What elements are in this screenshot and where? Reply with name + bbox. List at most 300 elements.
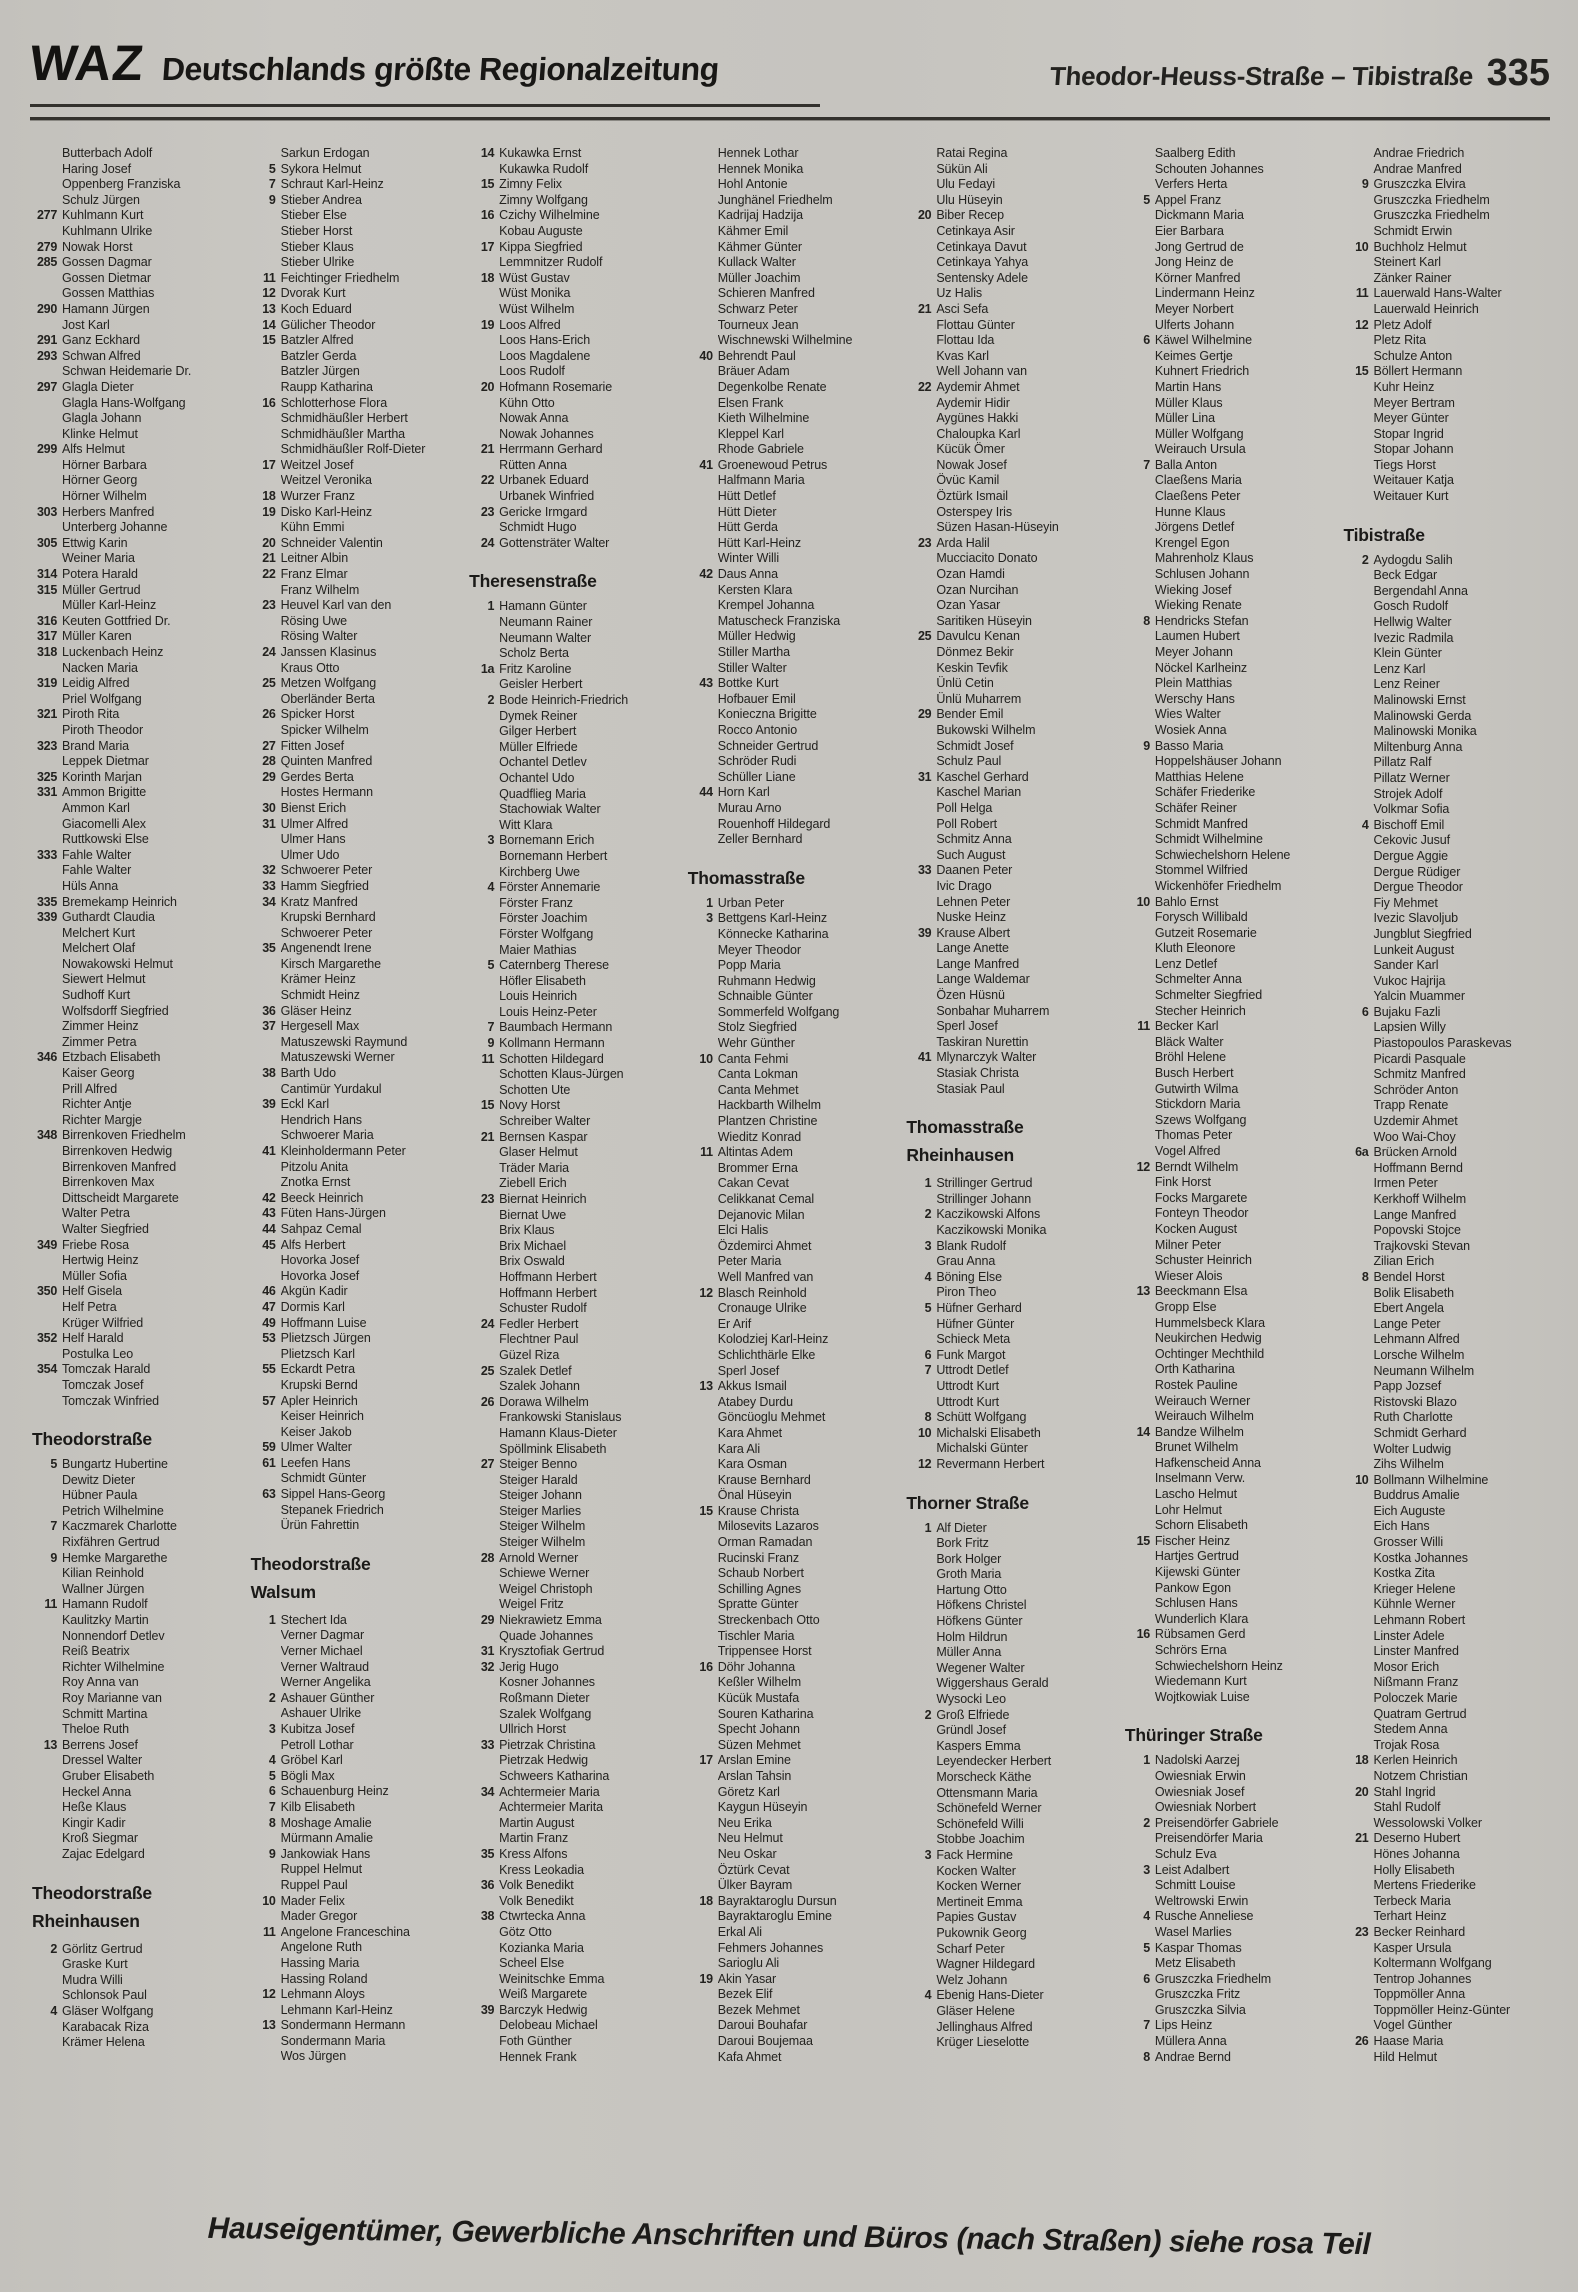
house-number [686,286,718,302]
resident-name: Fahle Walter [62,863,132,878]
house-number [686,1956,718,1972]
resident-name: Özdemirci Ahmet [717,1238,812,1253]
directory-entry [467,427,676,443]
directory-entry [467,146,676,162]
resident-name: Sahpaz Cemal [280,1221,362,1236]
house-number [1341,1301,1373,1317]
resident-name: Saritiken Hüseyin [936,613,1032,628]
resident-name: Kobau Auguste [499,223,583,238]
directory-entry [467,943,676,959]
resident-name: Weiner Maria [62,551,135,566]
directory-entry [467,1379,676,1395]
directory-entry [686,1613,895,1629]
house-number [30,941,62,957]
directory-entry [30,333,239,349]
resident-name: Rouenhoff Hildegard [717,816,831,831]
resident-name: Witt Klara [499,817,553,832]
directory-entry [249,302,458,318]
resident-name: Malinowski Monika [1373,724,1477,739]
directory-entry [1341,1582,1550,1598]
house-number [30,598,62,614]
house-number [1341,1348,1373,1364]
directory-entry [1123,895,1332,911]
directory-entry [249,754,458,770]
house-number [30,1722,62,1738]
house-number [686,146,718,162]
directory-entry [1123,396,1332,412]
house-number [904,1973,936,1989]
resident-name: Gropp Else [1154,1299,1217,1314]
directory-entry [30,1722,239,1738]
resident-name: Cekovic Jusuf [1373,833,1450,848]
resident-name: Sudhoff Kurt [62,988,131,1003]
directory-entry [1341,896,1550,912]
house-number [1123,1378,1155,1394]
resident-name: Lips Heinz [1154,2018,1213,2033]
resident-name: Canta Fehmi [717,1051,789,1066]
directory-entry [249,380,458,396]
house-number: 29 [918,707,932,722]
resident-name: Fiy Mehmet [1373,895,1438,910]
directory-entry [467,1675,676,1691]
house-number [1123,879,1155,895]
resident-name: Schwiechelshorn Heinz [1154,1658,1283,1673]
directory-entry [467,1644,676,1660]
house-number [1341,1036,1373,1052]
resident-name: Wüst Gustav [499,270,570,285]
directory-entry [1341,1753,1550,1769]
resident-name: Sykora Helmut [280,161,362,176]
resident-name: Loos Alfred [499,317,561,332]
resident-name: Weitauer Katja [1373,473,1454,488]
resident-name: Sondermann Hermann [280,2018,406,2033]
directory-entry [1123,162,1332,178]
house-number: 349 [37,1237,57,1252]
directory-entry [249,1987,458,2003]
resident-name: Hoffmann Herbert [499,1285,597,1300]
resident-name: Zimmer Heinz [62,1019,139,1034]
resident-name: Becker Karl [1154,1019,1219,1034]
resident-name: Kara Ahmet [717,1425,783,1440]
directory-entry [686,1660,895,1676]
house-number [1123,1035,1155,1051]
directory-entry [1123,2018,1332,2034]
directory-entry [467,1364,676,1380]
resident-name: Ruttkowski Else [62,832,149,847]
directory-entry [249,567,458,583]
resident-name: Kaczikowski Monika [936,1223,1047,1237]
resident-name: Eier Barbara [1154,223,1224,238]
directory-entry [30,1551,239,1567]
directory-entry [904,1942,1113,1958]
directory-entry [249,1019,458,1035]
resident-name: Kaygun Hüseyin [717,1800,808,1815]
directory-entry [686,614,895,630]
house-number: 6 [924,1347,932,1362]
resident-name: Appel Franz [1154,192,1222,207]
directory-entry [686,989,895,1005]
house-number: 22 [918,379,932,394]
directory-entry [686,896,895,912]
house-number [249,910,281,926]
resident-name: Ruppel Paul [280,1877,348,1892]
house-number [1341,646,1373,662]
resident-name: Kroß Siegmar [62,1831,138,1846]
directory-entry [30,661,239,677]
directory-entry [1123,1238,1332,1254]
house-number: 40 [699,348,713,363]
resident-name: Förster Wolfgang [499,926,594,941]
house-number [1123,1690,1155,1706]
house-number [904,489,936,505]
house-number [30,1144,62,1160]
house-number [1341,1239,1373,1255]
house-number: 21 [918,301,932,316]
resident-name: Verfers Herta [1154,177,1228,192]
directory-entry [467,1597,676,1613]
resident-name: Krupski Bernhard [280,910,376,925]
house-number [1341,1566,1373,1582]
house-number [30,364,62,380]
directory-entry [1123,1659,1332,1675]
house-number [249,1956,281,1972]
house-number [467,1145,499,1161]
resident-name: Müllera Anna [1154,2034,1227,2049]
resident-name: Schuster Heinrich [1154,1253,1252,1268]
resident-name: Wasel Marlies [1154,1924,1232,1939]
resident-name: Wickenhöfer Friedhelm [1154,878,1282,893]
directory-entry [467,709,676,725]
resident-name: Aydemir Ahmet [936,379,1020,394]
house-number [686,770,718,786]
house-number [467,1675,499,1691]
directory-entry [249,1972,458,1988]
house-number [1341,1457,1373,1473]
house-number [904,1879,936,1895]
directory-entry [686,2050,895,2066]
house-number [467,1597,499,1613]
directory-entry [1341,1067,1550,1083]
house-number [30,817,62,833]
resident-name: Müller Joachim [717,270,801,285]
directory-entry [686,583,895,599]
house-number [1123,707,1155,723]
directory-entry [686,255,895,271]
directory-entry [467,787,676,803]
house-number [686,1551,718,1567]
resident-name: Stahl Ingrid [1373,1784,1436,1799]
resident-name: Weirauch Wilhelm [1154,1409,1254,1424]
house-number: 9 [268,1846,276,1861]
directory-entry [686,785,895,801]
directory-entry [1341,740,1550,756]
directory-entry [1123,645,1332,661]
directory-entry [467,1114,676,1130]
resident-name: Balla Anton [1154,457,1218,472]
directory-entry [686,1972,895,1988]
resident-name: Schmidt Josef [936,738,1014,753]
directory-entry [904,1926,1113,1942]
directory-entry [686,1317,895,1333]
directory-entry [249,396,458,412]
house-number: 21 [262,551,276,566]
house-number: 18 [1355,1753,1369,1768]
directory-entry [686,1395,895,1411]
resident-name: Kvas Karl [936,348,989,363]
house-number [30,318,62,334]
house-number: 21 [480,1129,495,1144]
directory-entry [30,583,239,599]
house-number [467,802,499,818]
house-number: 39 [918,925,932,940]
house-number [904,2035,936,2051]
directory-entry [467,1551,676,1567]
directory-entry [1123,505,1332,521]
house-number [1341,1738,1373,1754]
resident-name: Louis Heinz-Peter [499,1004,597,1019]
resident-name: Schotten Klaus-Jürgen [499,1067,624,1082]
directory-entry [686,411,895,427]
house-number [249,1831,281,1847]
resident-name: Schmidt Gerhard [1373,1425,1467,1440]
directory-entry [1123,739,1332,755]
directory-entry [467,1426,676,1442]
directory-entry [249,1503,458,1519]
resident-name: Elsen Frank [717,395,784,410]
house-number [904,1926,936,1942]
directory-entry [249,1394,458,1410]
directory-entry [1123,1987,1332,2003]
house-number [904,1770,936,1786]
directory-entry [30,1378,239,1394]
resident-name: Görlitz Gertrud [62,1941,143,1956]
resident-name: Schmidt Heinz [280,988,360,1003]
directory-entry [904,442,1113,458]
directory-entry [686,380,895,396]
house-number [30,146,62,162]
directory-entry [686,1863,895,1879]
house-number [249,146,281,162]
house-number: 23 [480,504,495,519]
resident-name: Bröhl Helene [1154,1050,1226,1065]
house-number: 25 [262,676,276,691]
house-number: 20 [480,379,495,394]
resident-name: Peter Maria [717,1254,782,1269]
district-header: Rheinhausen [32,1910,140,1931]
resident-name: Schmitt Louise [1154,1878,1236,1893]
directory-entry [1123,1378,1332,1394]
house-number: 4 [268,1753,276,1768]
directory-entry [467,1566,676,1582]
house-number [1123,1206,1155,1222]
directory-entry [249,411,458,427]
directory-entry [30,1144,239,1160]
directory-entry [30,1753,239,1769]
house-number: 13 [699,1379,713,1394]
house-number [686,1020,718,1036]
resident-name: Stickdorn Maria [1154,1097,1241,1112]
directory-entry [1123,2034,1332,2050]
directory-entry [686,1847,895,1863]
house-number [1123,1253,1155,1269]
resident-name: Bischoff Emil [1373,817,1445,832]
resident-name: Gröbel Karl [280,1753,343,1768]
resident-name: Mlynarczyk Walter [936,1050,1037,1065]
directory-entry [249,146,458,162]
directory-entry [686,1597,895,1613]
house-number [467,849,499,865]
house-number: 15 [699,1503,713,1518]
directory-entry [904,879,1113,895]
house-number [1341,1909,1373,1925]
resident-name: Lange Manfred [936,956,1020,971]
directory-entry [30,1004,239,1020]
house-number [686,240,718,256]
resident-name: Czichy Wilhelmine [499,208,600,223]
resident-name: Birrenkoven Manfred [62,1159,177,1174]
house-number [249,1706,281,1722]
house-number [30,692,62,708]
directory-entry [467,1052,676,1068]
house-number [467,1629,499,1645]
house-number: 5 [487,958,495,973]
resident-name: Ünlü Muharrem [936,691,1022,706]
house-number: 38 [480,1909,495,1924]
house-number [467,162,499,178]
directory-entry [904,349,1113,365]
house-number [686,1270,718,1286]
directory-entry [1341,286,1550,302]
house-number: 24 [262,645,276,659]
directory-entry [249,910,458,926]
house-number [686,1332,718,1348]
directory-entry [1123,1878,1332,1894]
directory-entry [467,849,676,865]
directory-entry [1341,1722,1550,1738]
directory-entry [1123,1362,1332,1378]
house-number [249,629,281,645]
directory-entry [1123,1518,1332,1534]
directory-entry [904,1004,1113,1020]
resident-name: Claeßens Maria [1154,473,1242,488]
house-number [686,629,718,645]
house-number [30,2020,62,2036]
house-number [30,458,62,474]
house-number [30,1113,62,1129]
directory-entry [1341,974,1550,990]
house-number [1341,162,1373,178]
house-number [30,1691,62,1707]
resident-name: Busch Herbert [1154,1066,1234,1081]
house-number [467,2034,499,2050]
house-number: 315 [37,582,57,597]
directory-entry [1341,1660,1550,1676]
directory-entry [1123,1066,1332,1082]
house-number: 13 [43,1737,57,1752]
resident-name: Leppek Dietmar [62,754,149,769]
resident-name: Schmelter Siegfried [1154,988,1263,1003]
house-number [1341,1254,1373,1270]
house-number [30,224,62,240]
house-number: 290 [37,301,57,316]
house-number [1123,801,1155,817]
directory-entry [1341,1364,1550,1380]
resident-name: Bremekamp Heinrich [62,894,177,909]
house-number: 7 [487,1020,495,1035]
directory-entry [467,349,676,365]
resident-name: Kullack Walter [717,255,796,270]
resident-name: Brunet Wilhelm [1154,1440,1239,1455]
directory-entry [904,286,1113,302]
house-number [249,1425,281,1441]
resident-name: Nöckel Karlheinz [1154,660,1248,675]
directory-entry [1341,662,1550,678]
house-number: 36 [262,1003,276,1018]
directory-entry [1123,972,1332,988]
house-number [904,1066,936,1082]
directory-entry [904,629,1113,645]
resident-name: Neukirchen Hedwig [1154,1331,1262,1346]
resident-name: Wieking Renate [1154,598,1242,613]
directory-entry [1123,380,1332,396]
house-number: 12 [918,1456,932,1471]
resident-name: Tomczak Winfried [62,1393,160,1408]
house-number: 47 [262,1299,276,1314]
resident-name: Specht Johann [717,1722,800,1737]
directory-entry [30,941,239,957]
directory-entry [904,271,1113,287]
directory-entry [1341,1504,1550,1520]
directory-entry [467,677,676,693]
resident-name: Helf Harald [62,1331,124,1346]
resident-name: Brix Klaus [499,1223,555,1238]
directory-entry [686,1722,895,1738]
house-number [467,286,499,302]
house-number [904,442,936,458]
resident-name: Murau Arno [717,800,782,815]
house-number [467,224,499,240]
directory-entry [249,598,458,614]
directory-entry [249,177,458,193]
directory-entry [249,1487,458,1503]
directory-entry [686,1816,895,1832]
house-number: 4 [487,880,495,895]
resident-name: Akin Yasar [717,1971,777,1986]
resident-name: Lange Waldemar [936,972,1030,987]
house-number [1123,380,1155,396]
directory-entry [249,1082,458,1098]
house-number [467,1176,499,1192]
house-number: 26 [1355,2034,1369,2049]
resident-name: Krämer Heinz [280,972,356,987]
resident-name: Jellinghaus Alfred [936,2019,1033,2034]
house-number: 10 [262,1893,276,1908]
resident-name: Degenkolbe Renate [717,379,827,394]
house-number [1341,1192,1373,1208]
directory-entry [686,1239,895,1255]
house-number [1123,723,1155,739]
house-number [30,177,62,193]
directory-entry [467,396,676,412]
house-number [30,1613,62,1629]
directory-entry [904,1630,1113,1646]
directory-entry [1341,1457,1550,1473]
house-number [1341,255,1373,271]
resident-name: Plietzsch Karl [280,1346,355,1361]
house-number [1123,177,1155,193]
resident-name: Ozan Yasar [936,598,1001,613]
resident-name: Ottensmann Maria [936,1785,1038,1800]
